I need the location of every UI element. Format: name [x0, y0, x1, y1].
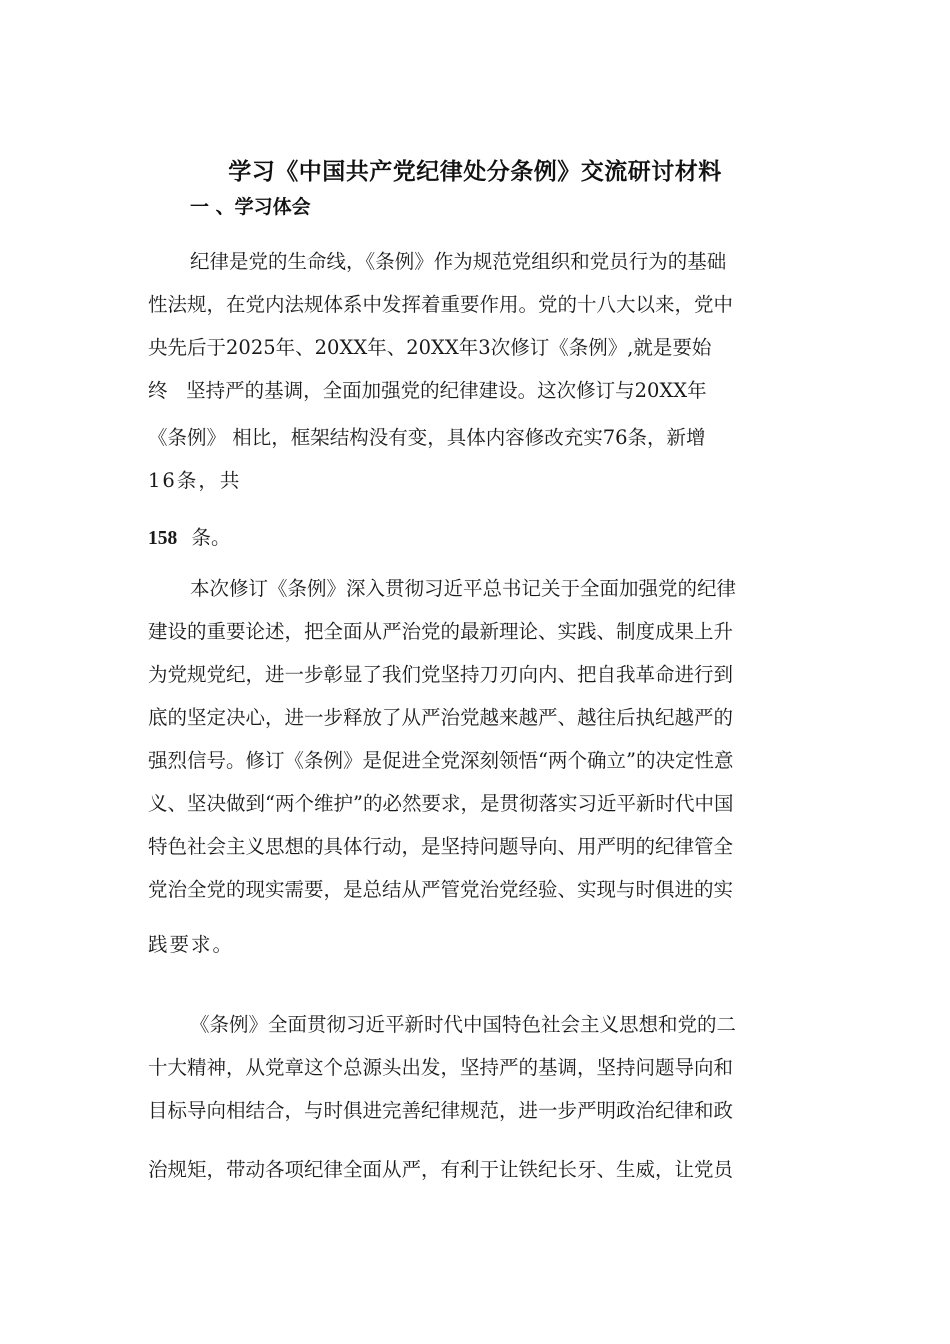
paragraph-line: 党治全党的现实需要，是总结从严管党治党经验、实现与时俱进的实 — [148, 878, 734, 901]
paragraph-line: 践要求。 — [148, 933, 235, 956]
paragraph-line: 义、坚决做到“两个维护”的必然要求，是贯彻落实习近平新时代中国 — [148, 792, 734, 815]
article-count: 158 — [148, 528, 178, 549]
paragraph-line: 目标导向相结合，与时俱进完善纪律规范，进一步严明政治纪律和政 — [148, 1099, 734, 1122]
paragraph-line: 特色社会主义思想的具体行动，是坚持问题导向、用严明的纪律管全 — [148, 835, 734, 858]
paragraph-line: 16条，共 — [148, 469, 242, 492]
paragraph-line: 为党规党纪，进一步彰显了我们党坚持刀刃向内、把自我革命进行到 — [148, 663, 734, 686]
paragraph-line: 十大精神，从党章这个总源头出发，坚持严的基调，坚持问题导向和 — [148, 1056, 734, 1079]
article-count-suffix: 条。 — [191, 526, 231, 549]
paragraph-line: 《条例》全面贯彻习近平新时代中国特色社会主义思想和党的二 — [190, 1013, 737, 1036]
paragraph-line: 纪律是党的生命线，《条例》作为规范党组织和党员行为的基础 — [190, 250, 727, 273]
paragraph-line: 治规矩，带动各项纪律全面从严，有利于让铁纪长牙、生威，让党员 — [148, 1158, 734, 1181]
paragraph-line: 终 坚持严的基调，全面加强党的纪律建设。这次修订与20XX年 — [148, 379, 707, 402]
paragraph-line: 央先后于2025年、20XX年、20XX年3次修订《条例》,就是要始 — [148, 336, 712, 359]
paragraph-line — [148, 524, 230, 553]
paragraph-line: 本次修订《条例》深入贯彻习近平总书记关于全面加强党的纪律 — [190, 577, 737, 600]
section-heading: 一 、学习体会 — [190, 196, 311, 218]
paragraph-line: 底的坚定决心，进一步释放了从严治党越来越严、越往后执纪越严的 — [148, 706, 734, 729]
paragraph-line: 性法规，在党内法规体系中发挥着重要作用。党的十八大以来，党中 — [148, 293, 734, 316]
paragraph-line: 建设的重要论述，把全面从严治党的最新理论、实践、制度成果上升 — [148, 620, 734, 643]
paragraph-line: 强烈信号。修订《条例》是促进全党深刻领悟“两个确立”的决定性意 — [148, 749, 734, 772]
document-title: 学习《中国共产党纪律处分条例》交流研讨材料 — [228, 159, 722, 185]
paragraph-line: 《条例》 相比，框架结构没有变，具体内容修改充实76条，新增 — [148, 426, 706, 449]
